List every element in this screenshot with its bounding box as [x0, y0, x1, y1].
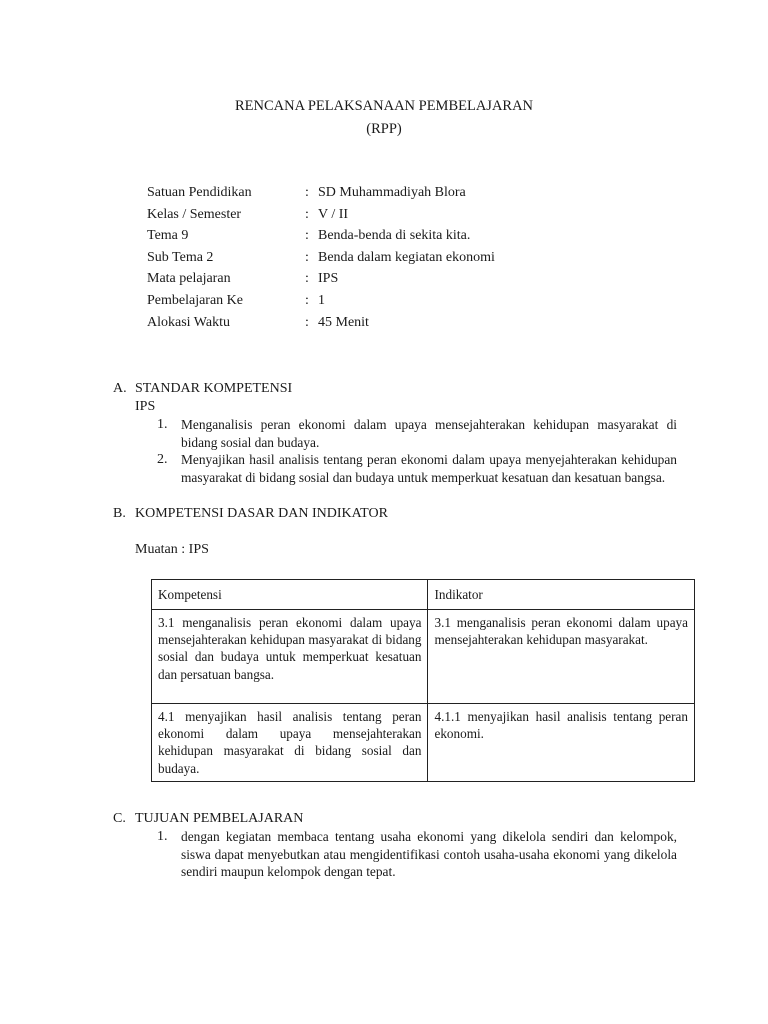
- identity-row: [147, 314, 647, 336]
- list-number: 1.: [157, 829, 168, 844]
- table-cell: 4.1 menyajikan hasil analisis tentang peran ekonomi dalam upaya mensejahterakan kehidupan masyarakat di bidang sosial dan budaya.: [152, 704, 428, 782]
- identity-colon: :: [305, 314, 309, 330]
- table-row: [152, 704, 695, 782]
- identity-value: IPS: [318, 271, 339, 287]
- identity-value: Benda-benda di sekita kita.: [318, 228, 471, 244]
- table-cell: 3.1 menganalisis peran ekonomi dalam upaya mensejahterakan kehidupan masyarakat di bidang sosial dan budaya untuk memperkuat kesatuan dan persatuan bangsa.: [152, 610, 428, 704]
- list-item: [157, 451, 677, 486]
- identity-row: [147, 184, 647, 206]
- table-header-row: [152, 580, 695, 610]
- table-row: [152, 610, 695, 704]
- subject-label: IPS: [135, 399, 156, 414]
- identity-label: Satuan Pendidikan: [147, 185, 252, 200]
- table-header-cell: Indikator: [428, 580, 695, 610]
- identity-value: 45 Menit: [318, 314, 369, 330]
- section-letter: B.: [113, 506, 126, 521]
- standard-competence-list: [157, 416, 677, 486]
- identity-label: Kelas / Semester: [147, 206, 242, 222]
- identity-colon: :: [305, 185, 309, 200]
- identity-value: Benda dalam kegiatan ekonomi: [318, 249, 495, 265]
- document-subtitle: (RPP): [366, 121, 402, 137]
- identity-row: [147, 206, 647, 228]
- identity-label: Mata pelajaran: [147, 271, 231, 287]
- identity-row: [147, 249, 647, 271]
- identity-label: Tema 9: [147, 228, 189, 244]
- identity-row: [147, 292, 647, 314]
- section-title: TUJUAN PEMBELAJARAN: [135, 811, 304, 826]
- competence-table: [151, 579, 695, 782]
- section-title: KOMPETENSI DASAR DAN INDIKATOR: [135, 506, 388, 521]
- list-number: 1.: [157, 417, 168, 432]
- muatan-label: Muatan : IPS: [135, 542, 209, 557]
- identity-colon: :: [305, 228, 309, 244]
- learning-objectives-list: [157, 828, 677, 881]
- identity-value: V / II: [318, 206, 349, 222]
- identity-colon: :: [305, 271, 309, 287]
- list-number: 2.: [157, 452, 168, 468]
- identity-label: Alokasi Waktu: [147, 314, 230, 330]
- identity-value: SD Muhammadiyah Blora: [318, 185, 466, 200]
- identity-row: [147, 270, 647, 292]
- list-text: dengan kegiatan membaca tentang usaha ekonomi yang dikelola sendiri dan kelompok, siswa dapat menyebutkan atau mengidentifikasi contoh usaha-usaha ekonomi yang dikelola sendiri maupun kelompok dengan tepat.: [181, 829, 677, 880]
- list-item: [157, 416, 677, 451]
- identity-label: Sub Tema 2: [147, 249, 214, 265]
- list-text: Menyajikan hasil analisis tentang peran ekonomi dalam upaya menyejahterakan kehidupan masyarakat di bidang sosial dan budaya untuk memperkuat kesatuan dan kesatuan bangsa.: [181, 452, 677, 485]
- identity-label: Pembelajaran Ke: [147, 292, 244, 308]
- identity-value: 1: [318, 292, 325, 308]
- list-text: Menganalisis peran ekonomi dalam upaya mensejahterakan kehidupan masyarakat di bidang sosial dan budaya.: [181, 417, 677, 450]
- section-title: STANDAR KOMPETENSI: [135, 381, 293, 396]
- section-letter: A.: [113, 381, 127, 396]
- identity-colon: :: [305, 292, 309, 308]
- table-header-cell: Kompetensi: [152, 580, 428, 610]
- section-letter: C.: [113, 811, 126, 826]
- table-cell: 3.1 menganalisis peran ekonomi dalam upaya mensejahterakan kehidupan masyarakat.: [428, 610, 695, 704]
- identity-colon: :: [305, 206, 309, 222]
- identity-block: [147, 184, 647, 335]
- identity-colon: :: [305, 249, 309, 265]
- identity-row: [147, 227, 647, 249]
- table-cell: 4.1.1 menyajikan hasil analisis tentang peran ekonomi.: [428, 704, 695, 782]
- list-item: [157, 828, 677, 881]
- document-title: RENCANA PELAKSANAAN PEMBELAJARAN: [234, 98, 534, 114]
